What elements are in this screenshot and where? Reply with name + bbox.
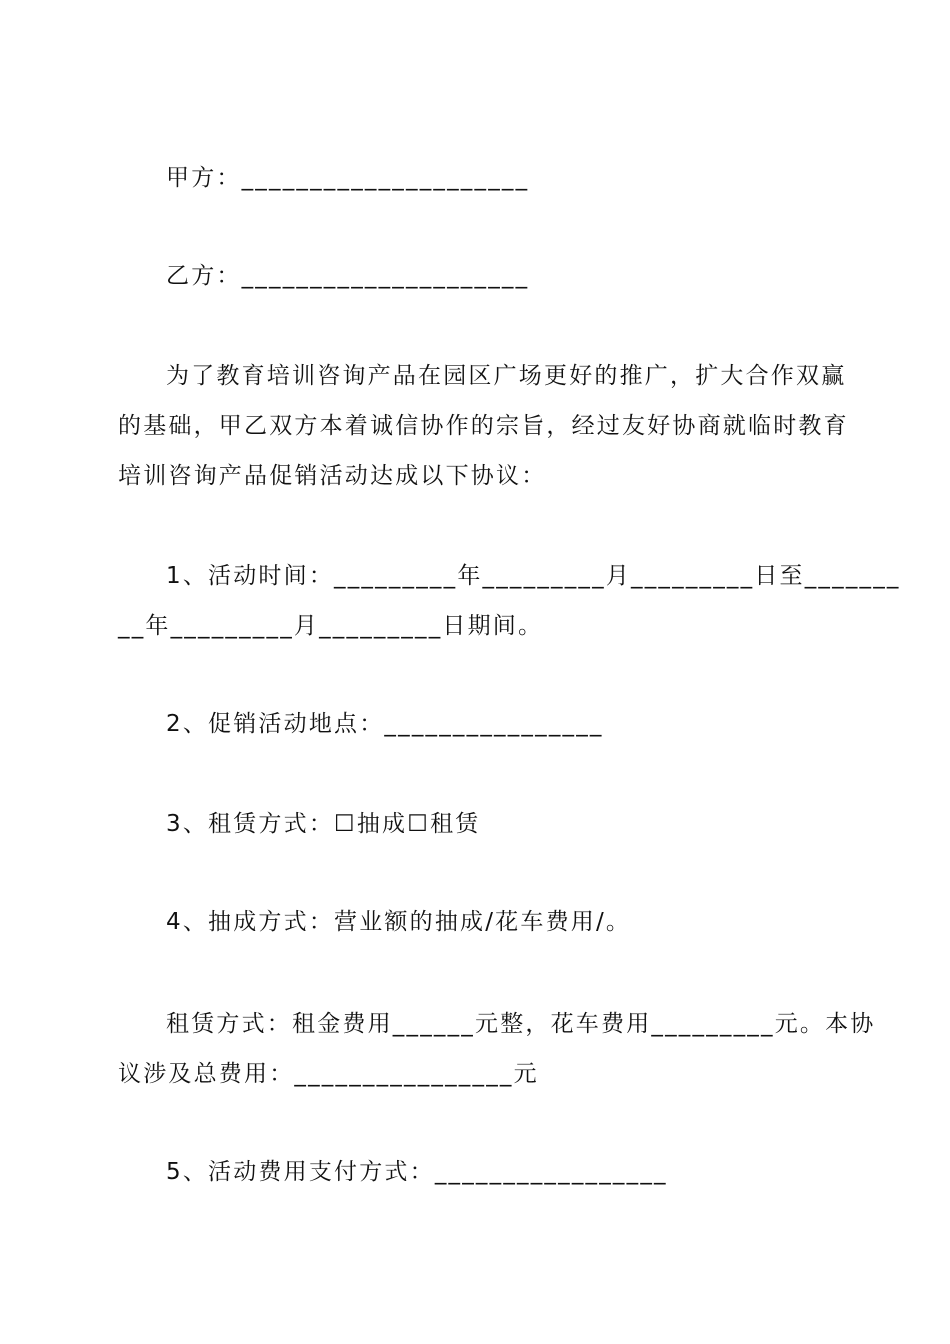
clause-3: 3、租赁方式：☐抽成☐租赁 bbox=[166, 811, 481, 837]
party-b-line: 乙方：_____________________ bbox=[166, 263, 530, 289]
intro-line-2: 的基础，甲乙双方本着诚信协作的宗旨，经过友好协商就临时教育 bbox=[118, 413, 849, 439]
party-a-line: 甲方：_____________________ bbox=[166, 165, 530, 191]
clause-5: 5、活动费用支付方式：_________________ bbox=[166, 1159, 668, 1185]
clause-1-line-2: __年_________月_________日期间。 bbox=[118, 613, 544, 639]
clause-1-line-1: 1、活动时间：_________年_________月_________日至_______ bbox=[166, 563, 901, 589]
clause-2: 2、促销活动地点：________________ bbox=[166, 711, 604, 737]
intro-line-1: 为了教育培训咨询产品在园区广场更好的推广，扩大合作双赢 bbox=[166, 363, 847, 389]
clause-4: 4、抽成方式：营业额的抽成/花车费用/。 bbox=[166, 909, 632, 935]
intro-line-3: 培训咨询产品促销活动达成以下协议： bbox=[118, 463, 547, 489]
rent-line-1: 租赁方式：租金费用______元整，花车费用_________元。本协 bbox=[166, 1011, 876, 1037]
rent-line-2: 议涉及总费用：________________元 bbox=[118, 1061, 539, 1087]
